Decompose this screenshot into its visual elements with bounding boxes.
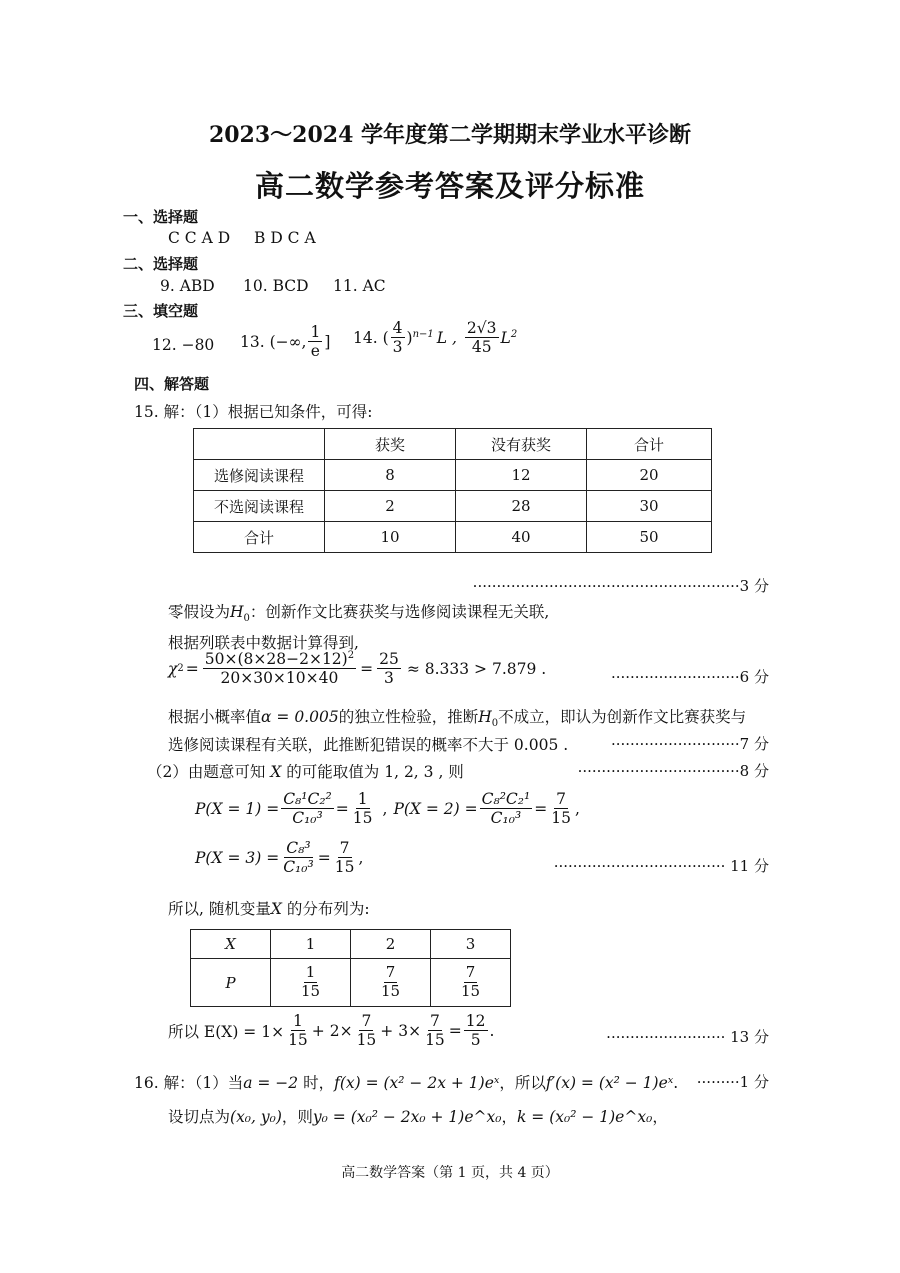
chi-square-formula: χ 2 = $\frac{50\times(8\times 28-2\times 12)^2}{20\times 30\times 10\times 40}$ = $\frac{25}{3}$ ≈ 8.333 > 7.879 . bbox=[168, 650, 547, 688]
answer-q14: 14. ( $\frac{4}{3}$ )$^{n-1}$ L , $\frac{2√3}{45}$ $L^2$ bbox=[353, 319, 518, 357]
table-cell: P bbox=[191, 959, 271, 1007]
null-hypothesis: 零假设为$H_0$：创新作文比赛获奖与选修阅读课程无关联, bbox=[168, 603, 550, 625]
score-3: ························································3 分 bbox=[472, 577, 769, 595]
table-row bbox=[194, 460, 712, 491]
contingency-table bbox=[193, 428, 712, 553]
table-cell: $\frac{7}{15}$ bbox=[431, 959, 511, 1007]
q13-fraction: $\frac{1}{e}$ bbox=[310, 323, 321, 361]
q16-score-1: ·········1 分 bbox=[696, 1073, 769, 1091]
table-row bbox=[191, 930, 511, 959]
table-cell: X bbox=[191, 930, 271, 959]
q15-intro: 15. 解：（1）根据已知条件，可得: bbox=[134, 403, 373, 421]
table-cell: 不选阅读课程 bbox=[194, 491, 325, 522]
q14-exponent: n−1 bbox=[412, 328, 434, 340]
section2-heading: 二、选择题 bbox=[123, 255, 199, 273]
table-cell: 1 bbox=[271, 930, 351, 959]
table-row bbox=[194, 522, 712, 553]
table-cell: 10 bbox=[325, 522, 456, 553]
table-cell: 合计 bbox=[587, 429, 712, 460]
exam-title: 2023～2024 学年度第二学期期末学业水平诊断 bbox=[208, 122, 692, 148]
chi-simplified: $\frac{25}{3}$ bbox=[379, 650, 399, 688]
q14-tail: $L^2$ bbox=[500, 328, 518, 347]
expectation-formula: 所以 E(X) = 1× $\frac{1}{15}$ + 2× $\frac{7}{15}$ + 3× $\frac{7}{15}$ = $\frac{12}{5}$ . bbox=[168, 1012, 495, 1050]
table-row bbox=[194, 491, 712, 522]
table-cell: 20 bbox=[587, 460, 712, 491]
table-cell: 2 bbox=[351, 930, 431, 959]
table-row bbox=[191, 959, 511, 1007]
q13-suffix: ] bbox=[324, 332, 331, 351]
answer-q10: 10. BCD bbox=[243, 277, 309, 295]
table-cell: 合计 bbox=[194, 522, 325, 553]
score-13: ························· 13 分 bbox=[606, 1028, 769, 1046]
table-cell bbox=[194, 429, 325, 460]
conclusion-line2: 选修阅读课程有关联，此推断犯错误的概率不大于 0.005 . bbox=[168, 736, 569, 754]
q14-mid: L , bbox=[436, 328, 457, 347]
table-cell: 28 bbox=[456, 491, 587, 522]
score-8: ··································8 分 bbox=[577, 762, 769, 780]
q16-line2: 设切点为(x₀, y₀)，则y₀ = (x₀² − 2x₀ + 1)e^x₀，k = (x₀² − 1)e^x₀， bbox=[168, 1108, 668, 1126]
page-footer: 高二数学答案（第 1 页，共 4 页） bbox=[341, 1165, 559, 1181]
distribution-table bbox=[190, 929, 511, 1007]
table-cell: 30 bbox=[587, 491, 712, 522]
table-cell: 8 bbox=[325, 460, 456, 491]
table-cell: 40 bbox=[456, 522, 587, 553]
answer-q11: 11. AC bbox=[333, 277, 386, 295]
section3-heading: 三、填空题 bbox=[123, 302, 199, 320]
table-cell: 2 bbox=[325, 491, 456, 522]
table-cell: 获奖 bbox=[325, 429, 456, 460]
table-cell: $\frac{7}{15}$ bbox=[351, 959, 431, 1007]
answer-q13 bbox=[240, 324, 330, 360]
q14-prefix: 14. ( bbox=[353, 328, 389, 347]
conclusion-line1: 根据小概率值α = 0.005的独立性检验，推断$H_0$不成立，即认为创新作文比赛获奖与 bbox=[168, 708, 747, 730]
distribution-intro: 所以, 随机变量X 的分布列为: bbox=[168, 900, 370, 918]
table-cell: $\frac{1}{15}$ bbox=[271, 959, 351, 1007]
score-6: ···························6 分 bbox=[610, 668, 769, 686]
prob-x1-x2: P(X = 1) = $\frac{\text{C₈¹C₂²}}{\text{C₁₀³}}$ = $\frac{1}{15}$ , P(X = 2) = $\frac{\text{C₈²C₂¹}}{\text{C₁₀³}}$ = $\frac{7}{15}$ , bbox=[195, 790, 580, 828]
q14-fraction2: $\frac{2√3}{45}$ bbox=[466, 319, 497, 357]
q14-fraction1: $\frac{4}{3}$ bbox=[392, 319, 403, 357]
table-cell: 3 bbox=[431, 930, 511, 959]
answer-q12: 12. −80 bbox=[152, 336, 215, 354]
score-11: ···································· 11 分 bbox=[553, 857, 769, 875]
calc-line: 根据列联表中数据计算得到, bbox=[168, 634, 359, 652]
table-cell: 选修阅读课程 bbox=[194, 460, 325, 491]
table-row bbox=[194, 429, 712, 460]
section1-answers-b: B D C A bbox=[254, 229, 316, 247]
section4-heading: 四、解答题 bbox=[134, 375, 210, 393]
section1-answers-a: C C A D bbox=[168, 229, 231, 247]
table-cell: 没有获奖 bbox=[456, 429, 587, 460]
part2-intro: （2）由题意可知 X 的可能取值为 1, 2, 3 , 则 bbox=[147, 763, 464, 781]
q13-prefix: 13. (−∞, bbox=[240, 332, 307, 351]
q16-line1: 16. 解：（1）当a = −2 时，f(x) = (x² − 2x + 1)eˣ，所以f′(x) = (x² − 1)eˣ. bbox=[134, 1074, 679, 1092]
answer-key-title: 高二数学参考答案及评分标准 bbox=[254, 169, 645, 203]
table-cell: 12 bbox=[456, 460, 587, 491]
prob-x3: P(X = 3) = $\frac{\text{C₈³}}{\text{C₁₀³}}$ = $\frac{7}{15}$ , bbox=[195, 839, 364, 877]
score-7: ···························7 分 bbox=[610, 735, 769, 753]
answer-q9: 9. ABD bbox=[160, 277, 215, 295]
table-cell: 50 bbox=[587, 522, 712, 553]
chi-fraction: $\frac{50\times(8\times 28-2\times 12)^2}{20\times 30\times 10\times 40}$ bbox=[204, 650, 355, 688]
section1-heading: 一、选择题 bbox=[123, 208, 199, 226]
